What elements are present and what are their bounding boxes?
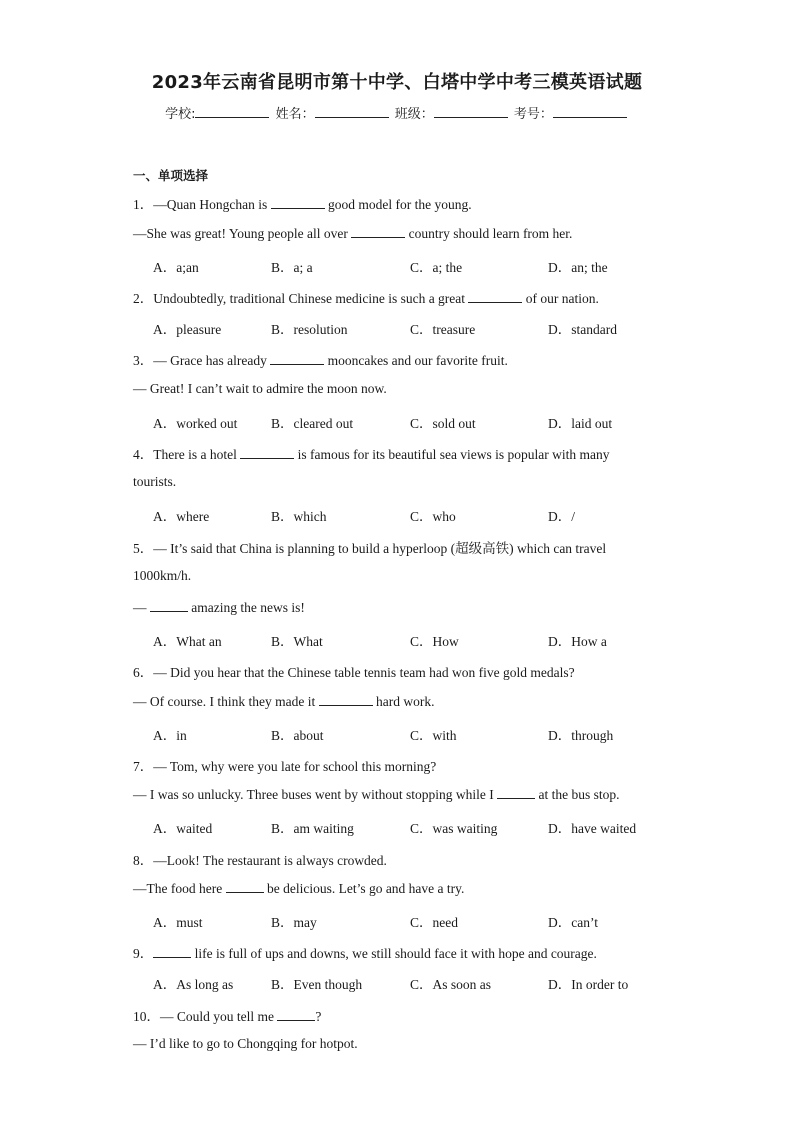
question-1-options xyxy=(153,256,673,274)
option-d[interactable]: D．can’t xyxy=(548,915,598,930)
option-b[interactable]: B．about xyxy=(271,728,324,743)
question-text: — I’d like to go to Chongqing for hotpot. xyxy=(133,1036,358,1051)
class-label: 班级： xyxy=(394,107,434,122)
option-c[interactable]: C．treasure xyxy=(410,322,476,337)
section-heading: 一、单项选择 xyxy=(133,168,209,183)
name-label: 姓名： xyxy=(275,107,315,122)
name-blank[interactable] xyxy=(315,104,389,118)
question-9-line-1 xyxy=(133,942,597,962)
answer-blank[interactable] xyxy=(351,225,405,238)
question-1-line-2 xyxy=(133,225,572,242)
answer-blank[interactable] xyxy=(226,880,264,893)
option-b[interactable]: B．am waiting xyxy=(271,821,354,836)
school-blank[interactable] xyxy=(195,104,269,118)
question-text: life is full of ups and downs, we still should face it with hope and courage. xyxy=(191,946,597,961)
question-text: — I was so unlucky. Three buses went by without stopping while I xyxy=(133,787,498,802)
question-3-options xyxy=(153,412,673,430)
option-d[interactable]: D．through xyxy=(548,728,614,743)
answer-blank[interactable] xyxy=(277,1008,315,1021)
option-a[interactable]: A．where xyxy=(153,509,210,524)
question-text: is famous for its beautiful sea views is popular with many xyxy=(294,447,610,462)
option-b[interactable]: B．which xyxy=(271,509,327,524)
option-c[interactable]: C．need xyxy=(410,915,458,930)
answer-blank[interactable] xyxy=(497,786,535,799)
question-text: 7．— Tom, why were you late for school this morning? xyxy=(133,759,437,774)
question-4-options xyxy=(153,505,673,523)
question-text: at the bus stop. xyxy=(535,787,620,802)
question-8-line-2 xyxy=(133,880,464,897)
option-c[interactable]: C．a; the xyxy=(410,260,463,275)
question-3-line-2 xyxy=(133,381,387,397)
question-text: 6．— Did you hear that the Chinese table tennis team had won five gold medals? xyxy=(133,665,575,680)
student-info-line xyxy=(0,103,794,122)
question-6-line-2 xyxy=(133,693,434,710)
option-b[interactable]: B．may xyxy=(271,915,317,930)
option-a[interactable]: A．As long as xyxy=(153,977,234,992)
question-text: ? xyxy=(315,1009,322,1024)
question-text: good model for the young. xyxy=(324,197,472,212)
option-d[interactable]: D．standard xyxy=(548,322,617,337)
question-text: amazing the news is! xyxy=(187,600,305,615)
question-text: 9． xyxy=(133,946,154,961)
answer-blank[interactable] xyxy=(153,945,191,958)
question-text: country should learn from her. xyxy=(405,226,573,241)
question-text: be delicious. Let’s go and have a try. xyxy=(263,881,465,896)
question-text: 5．— It’s said that China is planning to build a hyperloop (超级高铁) which can travel xyxy=(133,541,607,556)
question-2-options xyxy=(153,318,673,336)
exam-number-blank[interactable] xyxy=(553,104,627,118)
question-text: —She was great! Young people all over xyxy=(133,226,352,241)
question-5-line-3 xyxy=(133,599,305,616)
question-9-options xyxy=(153,973,673,991)
option-c[interactable]: C．How xyxy=(410,634,459,649)
question-6-options xyxy=(153,724,673,742)
question-1-line-1 xyxy=(133,193,472,213)
option-d[interactable]: D．In order to xyxy=(548,977,629,992)
question-7-options xyxy=(153,817,673,835)
option-c[interactable]: C．who xyxy=(410,509,456,524)
question-text: — xyxy=(133,600,150,615)
question-text: 10．— Could you tell me xyxy=(133,1009,278,1024)
option-b[interactable]: B．Even though xyxy=(271,977,363,992)
question-7-line-2 xyxy=(133,786,619,803)
option-d[interactable]: D．/ xyxy=(548,509,575,524)
question-5-options xyxy=(153,630,673,648)
option-b[interactable]: B．a; a xyxy=(271,260,313,275)
question-text: 2．Undoubtedly, traditional Chinese medicine is such a great xyxy=(133,291,469,306)
question-4-line-1 xyxy=(133,443,610,463)
question-text: hard work. xyxy=(372,694,435,709)
exam-title: 2023年云南省昆明市第十中学、白塔中学中考三模英语试题 xyxy=(151,72,643,93)
answer-blank[interactable] xyxy=(270,352,324,365)
option-b[interactable]: B．resolution xyxy=(271,322,348,337)
question-text: 1．—Quan Hongchan is xyxy=(133,197,271,212)
question-text: 1000km/h. xyxy=(133,568,192,583)
question-text: 8．—Look! The restaurant is always crowded. xyxy=(133,853,387,868)
question-5-line-1 xyxy=(133,537,606,557)
option-d[interactable]: D．How a xyxy=(548,634,607,649)
school-label: 学校: xyxy=(165,107,196,122)
option-d[interactable]: D．have waited xyxy=(548,821,637,836)
question-7-line-1 xyxy=(133,755,436,775)
question-text: tourists. xyxy=(133,474,177,489)
option-b[interactable]: B．What xyxy=(271,634,323,649)
question-2-line-1 xyxy=(133,287,599,307)
option-d[interactable]: D．laid out xyxy=(548,416,613,431)
option-a[interactable]: A．What an xyxy=(153,634,222,649)
question-3-line-1 xyxy=(133,349,508,369)
question-6-line-1 xyxy=(133,661,575,681)
answer-blank[interactable] xyxy=(150,599,188,612)
option-c[interactable]: C．was waiting xyxy=(410,821,498,836)
question-10-line-1 xyxy=(133,1005,321,1025)
answer-blank[interactable] xyxy=(319,693,373,706)
option-b[interactable]: B．cleared out xyxy=(271,416,354,431)
exam-number-label: 考号： xyxy=(513,107,553,122)
option-c[interactable]: C．with xyxy=(410,728,457,743)
question-text: of our nation. xyxy=(522,291,599,306)
question-10-line-2 xyxy=(133,1036,358,1052)
option-a[interactable]: A．pleasure xyxy=(153,322,222,337)
option-a[interactable]: A．in xyxy=(153,728,187,743)
question-text: — Of course. I think they made it xyxy=(133,694,319,709)
question-text: —The food here xyxy=(133,881,226,896)
question-text: 4．There is a hotel xyxy=(133,447,241,462)
question-8-line-1 xyxy=(133,849,387,869)
question-text: 3．— Grace has already xyxy=(133,353,271,368)
answer-blank[interactable] xyxy=(271,196,325,209)
option-a[interactable]: A．a;an xyxy=(153,260,199,275)
option-c[interactable]: C．sold out xyxy=(410,416,476,431)
class-blank[interactable] xyxy=(434,104,508,118)
answer-blank[interactable] xyxy=(468,290,522,303)
answer-blank[interactable] xyxy=(240,446,294,459)
question-5-line-2 xyxy=(133,568,191,584)
option-a[interactable]: A．worked out xyxy=(153,416,238,431)
option-a[interactable]: A．waited xyxy=(153,821,213,836)
option-a[interactable]: A．must xyxy=(153,915,203,930)
question-8-options xyxy=(153,911,673,929)
option-d[interactable]: D．an; the xyxy=(548,260,608,275)
option-c[interactable]: C．As soon as xyxy=(410,977,492,992)
question-text: — Great! I can’t wait to admire the moon now. xyxy=(133,381,387,396)
question-4-line-2 xyxy=(133,474,176,490)
question-text: mooncakes and our favorite fruit. xyxy=(324,353,508,368)
